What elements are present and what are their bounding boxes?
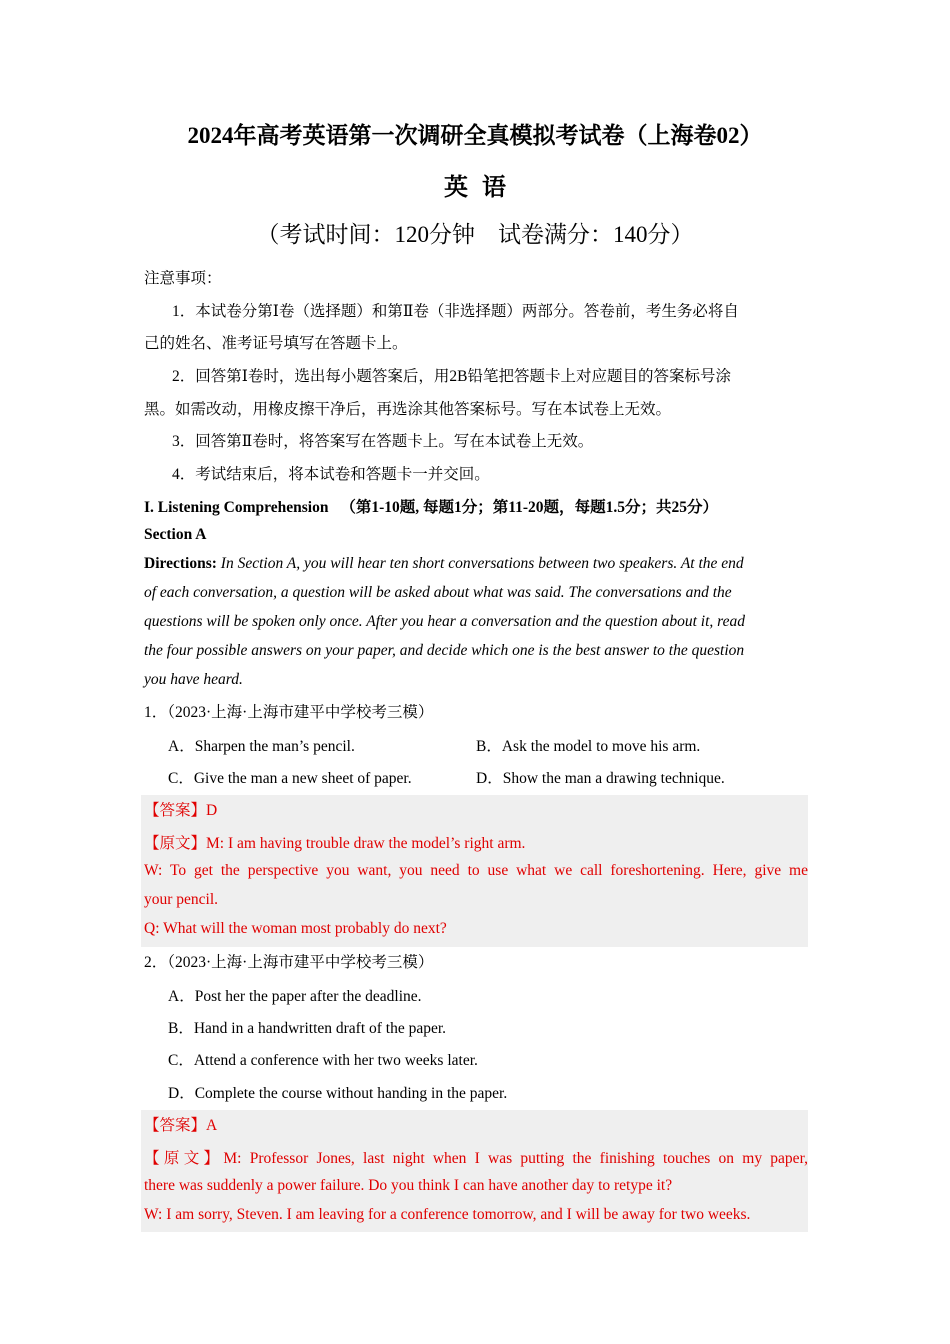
directions-line-3: questions will be spoken only once. After you hear a conversation and the question about it, read [144,613,745,630]
q2-script-label: 【原文】 [144,1150,224,1167]
q1-option-c: C．Give the man a new sheet of paper. [168,770,412,787]
directions-label: Directions: [144,555,217,572]
note-2-line-1: 2．回答第Ⅰ卷时，选出每小题答案后，用2B铅笔把答题卡上对应题目的答案标号涂 [172,368,731,385]
q1-script-w-line-2: your pencil. [144,891,219,908]
directions-line-4: the four possible answers on your paper, and decide which one is the best answer to the question [144,642,745,659]
q2-number: 2． [144,954,168,971]
q1-option-a: A．Sharpen the man’s pencil. [168,738,355,755]
directions-line-1 [144,555,808,573]
exam-title: 2024年高考英语第一次调研全真模拟考试卷（上海卷02） [187,123,763,148]
q1-script-label: 【原文】 [144,835,207,852]
exam-info: （考试时间：120分钟 试卷满分：140分） [256,222,694,247]
q1-answer [144,798,808,820]
note-2-line-2: 黑。如需改动，用橡皮擦干净后，再选涂其他答案标号。写在本试卷上无效。 [144,401,672,418]
q1-script-m [144,831,808,853]
q2-answer-value: A [206,1117,218,1134]
q1-answer-value: D [206,802,218,819]
part-heading [144,495,808,517]
q2-option-c: C．Attend a conference with her two weeks later. [168,1052,478,1069]
directions-line-5: you have heard. [144,671,243,688]
q1-header [144,700,808,722]
section-a-heading: Section A [144,526,207,543]
q2-source: （2023·上海·上海市建平中学校考三模） [167,954,434,971]
q1-source: （2023·上海·上海市建平中学校考三模） [167,704,434,721]
q1-script-q: Q: What will the woman most probably do next? [144,920,447,937]
note-1-line-1: 1．本试卷分第Ⅰ卷（选择题）和第Ⅱ卷（非选择题）两部分。答卷前，考生务必将自 [172,303,739,320]
q2-answer [144,1113,808,1135]
q1-script-w-line-1: W: To get the perspective you want, you need to use what we call foreshortening. Here, give me [144,862,808,879]
q2-script-m1-text: M: Professor Jones, last night when I was putting the finishing touches on my paper, [223,1150,808,1167]
q2-script-w: W: I am sorry, Steven. I am leaving for a conference tomorrow, and I will be away for two weeks. [144,1206,751,1223]
exam-subject: 英语 [444,175,520,201]
directions-line-2: of each conversation, a question will be asked about what was said. The conversations and the [144,584,732,601]
q2-script-m-line-2: there was suddenly a power failure. Do you think I can have another day to retype it? [144,1177,673,1194]
note-3: 3．回答第Ⅱ卷时，将答案写在答题卡上。写在本试卷上无效。 [172,433,594,450]
part-score: （第1-10题, 每题1分；第11-20题，每题1.5分；共25分） [340,499,718,516]
note-4: 4．考试结束后，将本试卷和答题卡一并交回。 [172,466,490,483]
q2-header [144,950,808,972]
q2-answer-label: 【答案】 [144,1117,207,1134]
q1-script-m-text: M: I am having trouble draw the model’s right arm. [206,835,526,852]
q2-option-b: B．Hand in a handwritten draft of the paper. [168,1020,447,1037]
q2-script-m-line-1 [144,1146,808,1168]
directions-text-1: In Section A, you will hear ten short conversations between two speakers. At the end [220,555,744,572]
note-1-line-2: 己的姓名、准考证号填写在答题卡上。 [144,335,408,352]
q1-number: 1． [144,704,168,721]
q1-option-d: D．Show the man a drawing technique. [476,770,725,787]
notes-heading: 注意事项： [144,270,222,287]
q1-option-b: B．Ask the model to move his arm. [476,738,701,755]
part-title: I. Listening Comprehension [144,499,329,516]
q2-option-d: D．Complete the course without handing in the paper. [168,1085,508,1102]
q2-option-a: A．Post her the paper after the deadline. [168,988,422,1005]
q1-answer-label: 【答案】 [144,802,207,819]
